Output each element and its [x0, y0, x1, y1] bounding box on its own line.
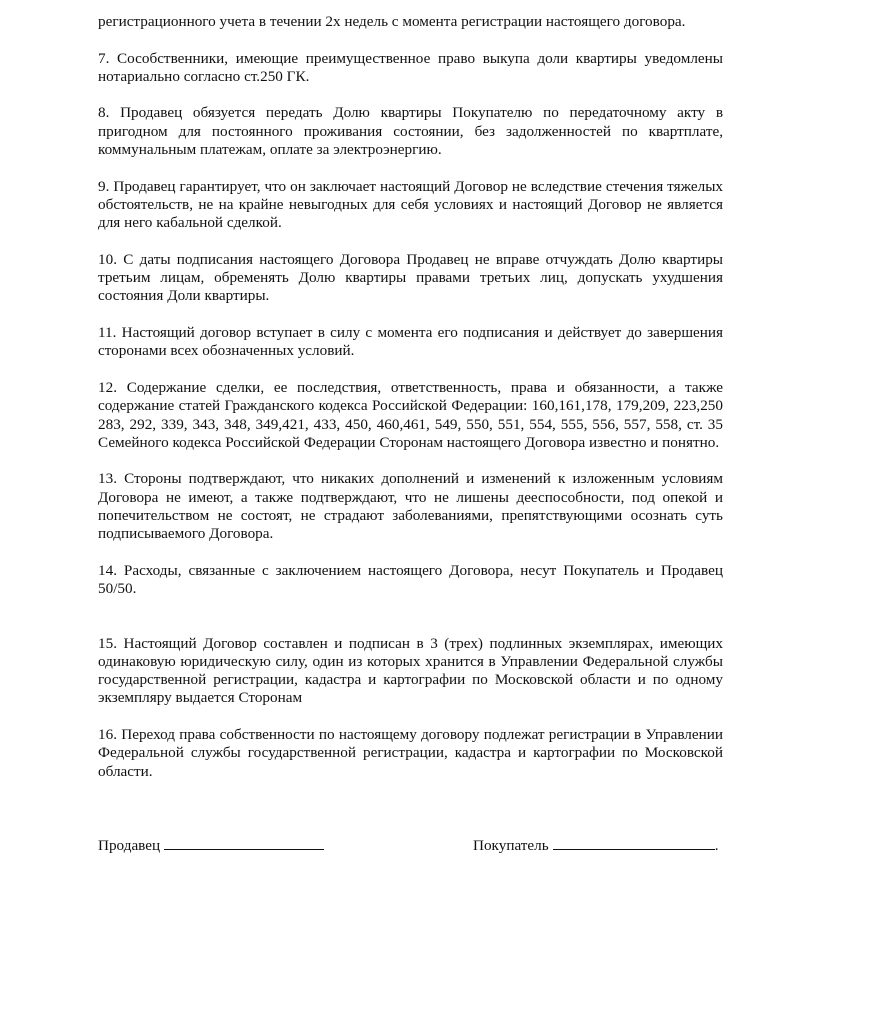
- contract-body: [98, 13, 723, 799]
- seller-signature: [98, 836, 324, 855]
- paragraph-12: 12. Содержание сделки, ее последствия, ответственность, права и обязанности, а также содержание статей Гражданского кодекса Российской Федерации: 160,161,178, 179,209, 223,250 283, 292, 339, 343, 348, 349,421, 433, 450, 460,461, 549, 550, 551, 554, 555, 556, 557, 558, ст. 35 Семейного кодекса Российской Федерации Сторонам настоящего Договора известно и понятно.: [98, 378, 723, 451]
- signature-block: [98, 836, 728, 856]
- paragraph-16: 16. Переход права собственности по настоящему договору подлежат регистрации в Управлении Федеральной службы государственной регистрации, кадастра и картографии по Московской области.: [98, 725, 723, 780]
- paragraph-6-continuation: регистрационного учета в течении 2х недель с момента регистрации настоящего договора.: [98, 13, 686, 30]
- seller-label: Продавец: [98, 837, 161, 854]
- paragraph-13: 13. Стороны подтверждают, что никаких дополнений и изменений к изложенным условиям Договора не имеют, а также подтверждают, что не лишены дееспособности, под опекой и попечительством не состоят, не страдают заболеваниями, препятствующими осознать суть подписываемого Договора.: [98, 470, 723, 543]
- buyer-trailing-period: .: [714, 837, 719, 854]
- paragraph-10: 10. С даты подписания настоящего Договора Продавец не вправе отчуждать Долю квартиры третьим лицам, обременять Долю квартиры правами третьих лиц, допускать ухудшения состояния Доли квартиры.: [98, 250, 723, 305]
- paragraph-14: 14. Расходы, связанные с заключением настоящего Договора, несут Покупатель и Продавец 50/50.: [98, 561, 723, 598]
- paragraph-8: 8. Продавец обязуется передать Долю квартиры Покупателю по передаточному акту в пригодном для постоянного проживания состоянии, без задолженностей по квартплате, коммунальным платежам, оплате за электроэнергию.: [98, 104, 723, 159]
- paragraph-15: 15. Настоящий Договор составлен и подписан в 3 (трех) подлинных экземплярах, имеющих одинаковую юридическую силу, один из которых хранится в Управлении Федеральной службы государственной регистрации, кадастра и картографии по Московской области и по одному экземпляру выдается Сторонам: [98, 634, 723, 707]
- buyer-signature-line: [553, 836, 715, 850]
- buyer-signature: [473, 836, 718, 855]
- paragraph-11: 11. Настоящий договор вступает в силу с момента его подписания и действует до завершения сторонами всех обозначенных условий.: [98, 324, 723, 360]
- paragraph-7: 7. Сособственники, имеющие преимущественное право выкупа доли квартиры уведомлены нотариально согласно ст.250 ГК.: [98, 49, 723, 85]
- seller-signature-line: [164, 836, 324, 850]
- paragraph-9: 9. Продавец гарантирует, что он заключает настоящий Договор не вследствие стечения тяжелых обстоятельств, не на крайне невыгодных для себя условиях и настоящий Договор не является для него кабальной сделкой.: [98, 177, 723, 232]
- buyer-label: Покупатель: [473, 837, 549, 854]
